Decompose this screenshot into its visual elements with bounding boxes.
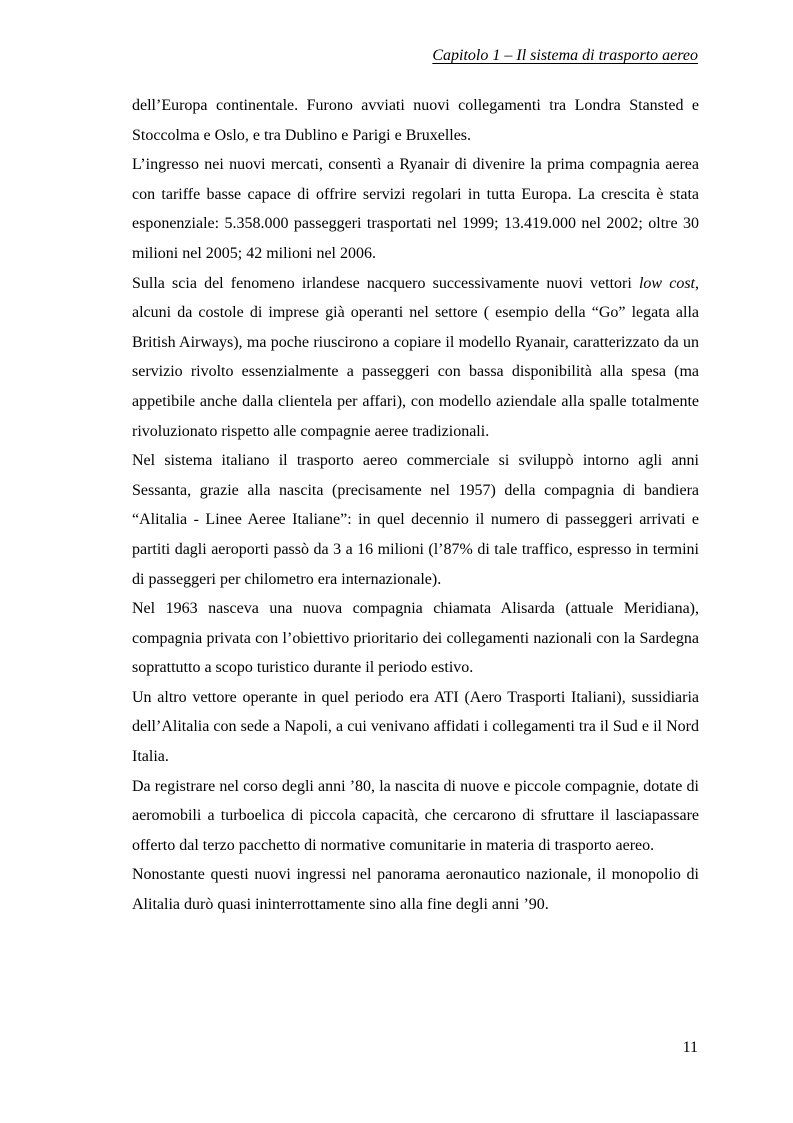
text-run: , alcuni da costole di imprese già operanti nel settore ( esempio della “Go” legata alla British Airways), ma poche riuscirono a copiare il modello Ryanair, caratterizzato da un servizio rivolto essenzialmente a passeggeri con bassa disponibilità alla spesa (ma appetibile anche dalla clientela per affari), con modello aziendale alla spalle totalmente rivoluzionato rispetto alle compagnie aeree tradizionali.	[132, 274, 700, 440]
paragraph	[132, 91, 699, 150]
text-run: Da registrare nel corso degli anni ’80, la nascita di nuove e piccole compagnie, dotate di aeromobili a turboelica di piccola capacità, che cercarono di sfruttare il lasciapassare offerto dal terzo pacchetto di normative comunitarie in materia di trasporto aereo.	[132, 777, 699, 854]
text-run: Nel sistema italiano il trasporto aereo commerciale si sviluppò intorno agli anni Sessanta, grazie alla nascita (precisamente nel 1957) della compagnia di bandiera “Alitalia - Linee Aeree Italiane”: in quel decennio il numero di passeggeri arrivati e partiti dagli aeroporti passò da 3 a 16 milioni (l’87% di tale traffico, espresso in termini di passeggeri per chilometro era internazionale).	[132, 452, 699, 588]
paragraph	[132, 446, 699, 594]
text-run: Nonostante questi nuovi ingressi nel panorama aeronautico nazionale, il monopolio di Alitalia durò quasi ininterrottamente sino alla fine degli anni ’90.	[132, 866, 699, 914]
text-run: dell’Europa continentale. Furono avviati nuovi collegamenti tra Londra Stansted e Stoccolma e Oslo, e tra Dublino e Parigi e Bruxelles.	[132, 97, 699, 144]
paragraph	[132, 269, 699, 447]
italic-term: low cost	[638, 274, 696, 292]
page-number: 11	[682, 1039, 698, 1056]
paragraph	[132, 594, 699, 683]
paragraph	[132, 772, 699, 861]
text-run: Sulla scia del fenomeno irlandese nacquero successivamente nuovi vettori	[132, 274, 639, 292]
text-run: Nel 1963 nasceva una nuova compagnia chiamata Alisarda (attuale Meridiana), compagnia privata con l’obiettivo prioritario dei collegamenti nazionali con la Sardegna soprattutto a scopo turistico durante il periodo estivo.	[132, 600, 699, 677]
paragraph	[132, 860, 699, 919]
paragraph	[132, 150, 699, 268]
running-header: Capitolo 1 – Il sistema di trasporto aereo	[432, 47, 698, 64]
body-text	[132, 91, 699, 920]
paragraph	[132, 683, 699, 772]
text-run: L’ingresso nei nuovi mercati, consentì a Ryanair di divenire la prima compagnia aerea con tariffe basse capace di offrire servizi regolari in tutta Europa. La crescita è stata esponenziale: 5.358.000 passeggeri trasportati nel 1999; 13.419.000 nel 2002; oltre 30 milioni nel 2005; 42 milioni nel 2006.	[132, 156, 699, 262]
text-run: Un altro vettore operante in quel periodo era ATI (Aero Trasporti Italiani), sussidiaria dell’Alitalia con sede a Napoli, a cui venivano affidati i collegamenti tra il Sud e il Nord Italia.	[132, 688, 699, 766]
